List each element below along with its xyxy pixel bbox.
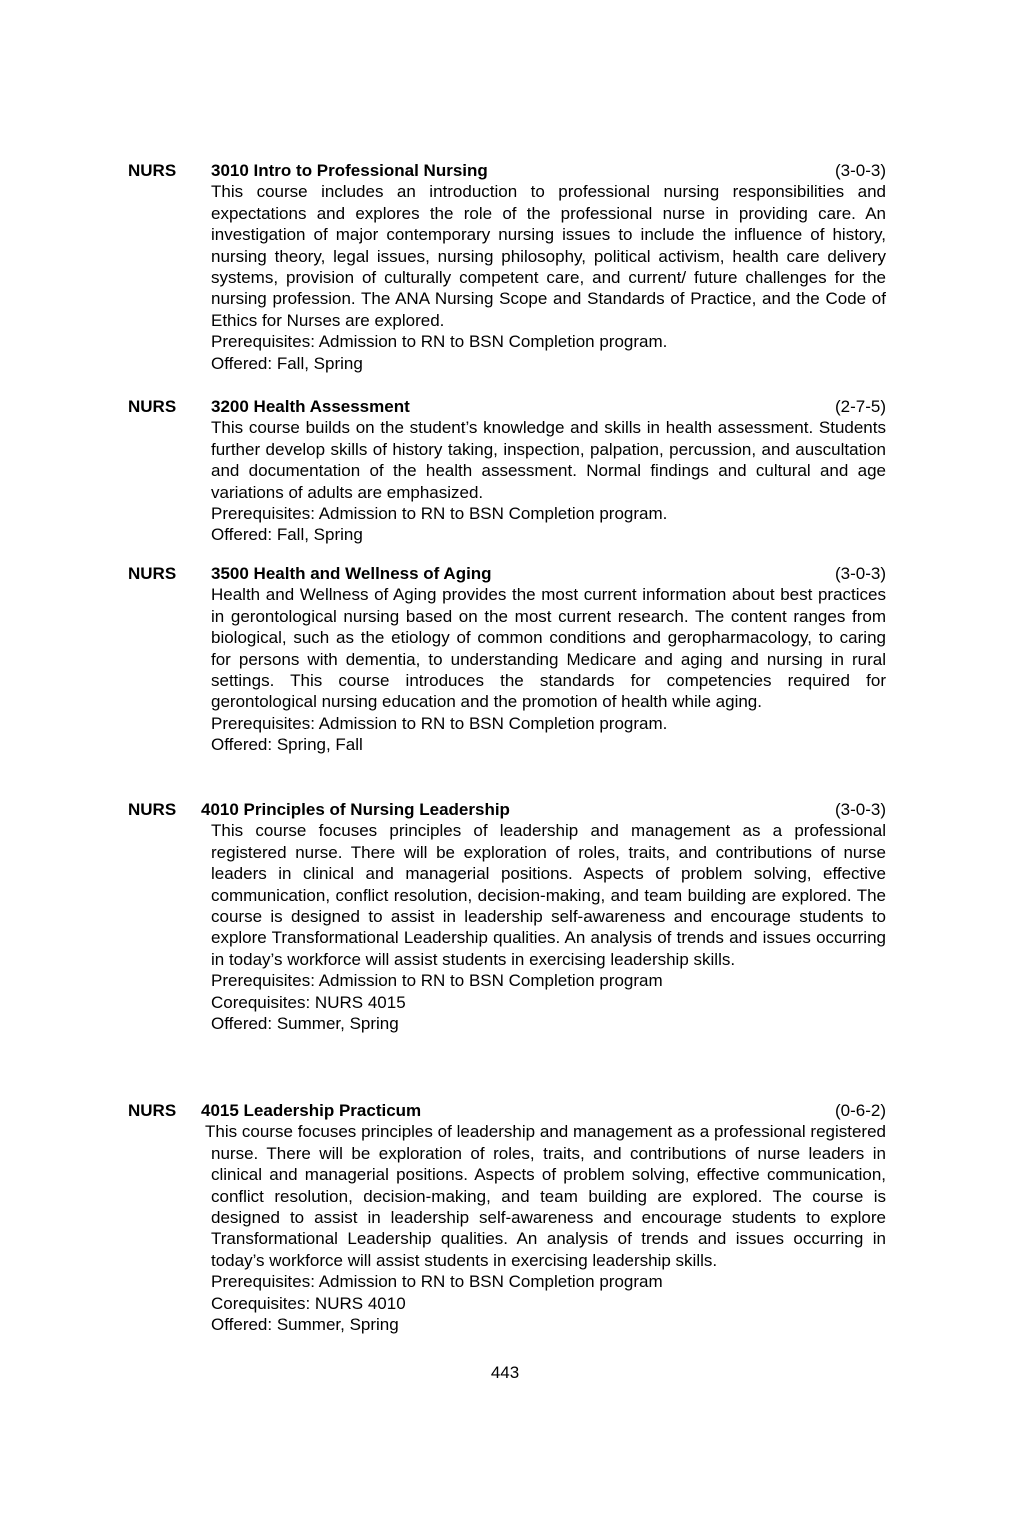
course-body: [211, 584, 886, 755]
course-credits: (3-0-3): [834, 161, 886, 180]
course-credits: (2-7-5): [834, 397, 886, 416]
course-header: [128, 799, 886, 820]
course-offered: Offered: Fall, Spring: [211, 525, 363, 545]
course-header: [128, 563, 886, 584]
course-description: This course focuses principles of leadership and management as a professional registered nurse. There will be exploration of roles, traits, and contributions of nurse leaders in clinical and managerial positions. Aspects of problem solving, effective communication, conflict resolution, decision-making, and team building are explored. The course is designed to assist in leadership self-awareness and encourage students to explore Transformational Leadership qualities. An analysis of trends and issues occurring in today’s workforce will assist students in exercising leadership skills.: [205, 1122, 886, 1270]
course-prefix: NURS: [128, 564, 177, 583]
course-offered: Offered: Summer, Spring: [211, 1315, 399, 1335]
course-body: [205, 1121, 886, 1335]
course-entry: [128, 1100, 886, 1335]
course-prerequisites: Prerequisites: Admission to RN to BSN Completion program.: [211, 713, 668, 733]
course-corequisites: Corequisites: NURS 4010: [211, 1293, 406, 1313]
course-entry: [128, 799, 886, 1034]
course-prerequisites: Prerequisites: Admission to RN to BSN Completion program.: [211, 504, 668, 524]
course-description: This course includes an introduction to professional nursing responsibilities and expectations and explores the role of the professional nurse in providing care. An investigation of major contemporary nursing issues to include the influence of history, nursing theory, legal issues, nursing philosophy, political activism, health care delivery systems, provision of culturally competent care, and current/ future challenges for the nursing profession. The ANA Nursing Scope and Standards of Practice, and the Code of Ethics for Nurses are explored.: [211, 182, 886, 330]
course-prefix: NURS: [128, 161, 177, 180]
course-credits: (0-6-2): [834, 1101, 886, 1120]
course-title: 3200 Health Assessment: [211, 397, 410, 416]
course-offered: Offered: Fall, Spring: [211, 353, 363, 373]
course-title: 4015 Leadership Practicum: [201, 1101, 422, 1120]
course-credits: (3-0-3): [834, 564, 886, 583]
course-entry: [128, 563, 886, 756]
course-title: 4010 Principles of Nursing Leadership: [201, 800, 510, 819]
course-offered: Offered: Spring, Fall: [211, 735, 363, 755]
course-description: This course builds on the student’s knowledge and skills in health assessment. Students further develop skills of history taking, inspection, palpation, percussion, and auscultation and documentation of the health assessment. Normal findings and cultural and age variations of adults are emphasized.: [211, 418, 886, 502]
course-description: This course focuses principles of leadership and management as a professional registered nurse. There will be exploration of roles, traits, and contributions of nurse leaders in clinical and managerial positions. Aspects of problem solving, effective communication, conflict resolution, decision-making, and team building are explored. The course is designed to assist in leadership self-awareness and encourage students to explore Transformational Leadership qualities. An analysis of trends and issues occurring in today’s workforce will assist students in exercising leadership skills.: [211, 821, 886, 969]
course-body: [211, 820, 886, 1034]
course-corequisites: Corequisites: NURS 4015: [211, 992, 406, 1012]
course-prefix: NURS: [128, 1101, 177, 1120]
course-offered: Offered: Summer, Spring: [211, 1014, 399, 1034]
course-prefix: NURS: [128, 800, 177, 819]
course-prerequisites: Prerequisites: Admission to RN to BSN Completion program: [211, 971, 663, 991]
page-number: 443: [490, 1363, 520, 1382]
course-title: 3500 Health and Wellness of Aging: [211, 564, 492, 583]
course-entry: [128, 160, 886, 374]
course-header: [128, 160, 886, 181]
course-credits: (3-0-3): [834, 800, 886, 819]
course-header: [128, 396, 886, 417]
course-prerequisites: Prerequisites: Admission to RN to BSN Completion program: [211, 1272, 663, 1292]
course-prefix: NURS: [128, 397, 177, 416]
course-body: [211, 181, 886, 374]
course-body: [211, 417, 886, 545]
course-title: 3010 Intro to Professional Nursing: [211, 161, 488, 180]
course-description: Health and Wellness of Aging provides the most current information about best practices in gerontological nursing based on the most current research. The content ranges from biological, such as the etiology of common conditions and geropharmacology, to caring for persons with dementia, to understanding Medicare and aging and nursing in rural settings. This course introduces the standards for competencies required for gerontological nursing education and the promotion of health while aging.: [211, 585, 886, 712]
course-entry: [128, 396, 886, 546]
course-header: [128, 1100, 886, 1121]
course-prerequisites: Prerequisites: Admission to RN to BSN Completion program.: [211, 332, 668, 352]
